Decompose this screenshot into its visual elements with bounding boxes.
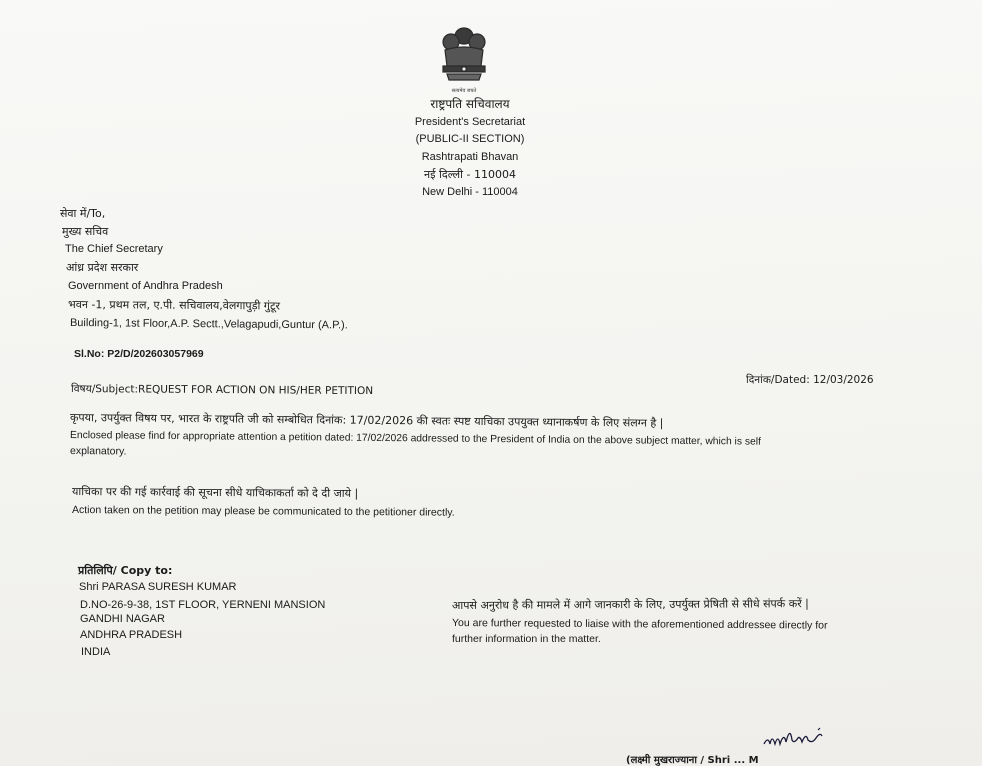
copy-to-line: ANDHRA PRADESH <box>80 629 183 641</box>
dated: दिनांक/Dated: 12/03/2026 <box>746 374 874 386</box>
letterhead <box>380 96 560 201</box>
addressee-title: The Chief Secretary <box>65 243 163 255</box>
addressee-title-hindi: मुख्य सचिव <box>62 225 109 238</box>
signature-icon <box>760 722 840 752</box>
office-name: President's Secretariat <box>414 115 526 128</box>
emblem-caption: सत्यमेव जयते <box>451 88 477 94</box>
to-label: सेवा में/To, <box>60 207 106 220</box>
liaise-english-line1: You are further requested to liaise with the aforementioned addressee directly for <box>451 617 828 632</box>
para2-hindi: याचिका पर की गई कार्रवाई की सूचना सीधे याचिकाकर्ता को दे दी जाये | <box>71 485 359 500</box>
para1-hindi: कृपया, उपर्युक्त विषय पर, भारत के राष्ट्रपति जी को सम्बोधित दिनांक: 17/02/2026 की स्वतः स्पष्ट याचिका उपयुक्त ध्यानाकर्षण के लिए संलग्न है | <box>69 411 664 430</box>
copy-to-line: INDIA <box>81 646 111 658</box>
para1-english-line1: Enclosed please find for appropriate attention a petition dated: 17/02/2026 addressed to the President of India on the above subject matter, which is self <box>69 430 761 448</box>
government-hindi: आंध्र प्रदेश सरकार <box>66 261 139 274</box>
address-english: Building-1, 1st Floor,A.P. Sectt.,Velagapudi,Guntur (A.P.). <box>69 317 348 332</box>
copy-to-line: GANDHI NAGAR <box>80 613 165 625</box>
para2-english: Action taken on the petition may please be communicated to the petitioner directly. <box>71 504 455 519</box>
copy-to-label: प्रतिलिपि/ Copy to: <box>78 564 173 577</box>
national-emblem-icon <box>433 22 495 98</box>
liaise-english-line2: further information in the matter. <box>452 633 601 645</box>
section-name: (PUBLIC-II SECTION) <box>415 133 525 145</box>
copy-to-line: D.NO-26-9-38, 1ST FLOOR, YERNENI MANSION <box>80 599 326 611</box>
serial-number: Sl.No: P2/D/202603057969 <box>74 348 204 360</box>
city-english: New Delhi - 110004 <box>422 185 518 198</box>
government-name: Government of Andhra Pradesh <box>68 280 223 292</box>
para1-english-line2: explanatory. <box>69 445 127 458</box>
office-name-hindi: राष्ट्रपति सचिवालय <box>430 97 510 111</box>
address-hindi: भवन -1, प्रथम तल, ए.पी. सचिवालय,वेलगापुड़ी गुंटूर <box>67 298 281 313</box>
city-hindi: नई दिल्ली - 110004 <box>424 168 516 181</box>
signatory-name: (लक्ष्मी मुखराज्याना / Shri ... M <box>626 755 759 766</box>
liaise-hindi: आपसे अनुरोध है की मामले में आगे जानकारी के लिए, उपर्युक्त प्रेषिती से सीधे संपर्क करें | <box>451 597 809 612</box>
copy-to-line: Shri PARASA SURESH KUMAR <box>79 581 237 593</box>
building-name: Rashtrapati Bhavan <box>421 150 519 163</box>
subject-line: विषय/Subject:REQUEST FOR ACTION ON HIS/HER PETITION <box>70 383 374 398</box>
